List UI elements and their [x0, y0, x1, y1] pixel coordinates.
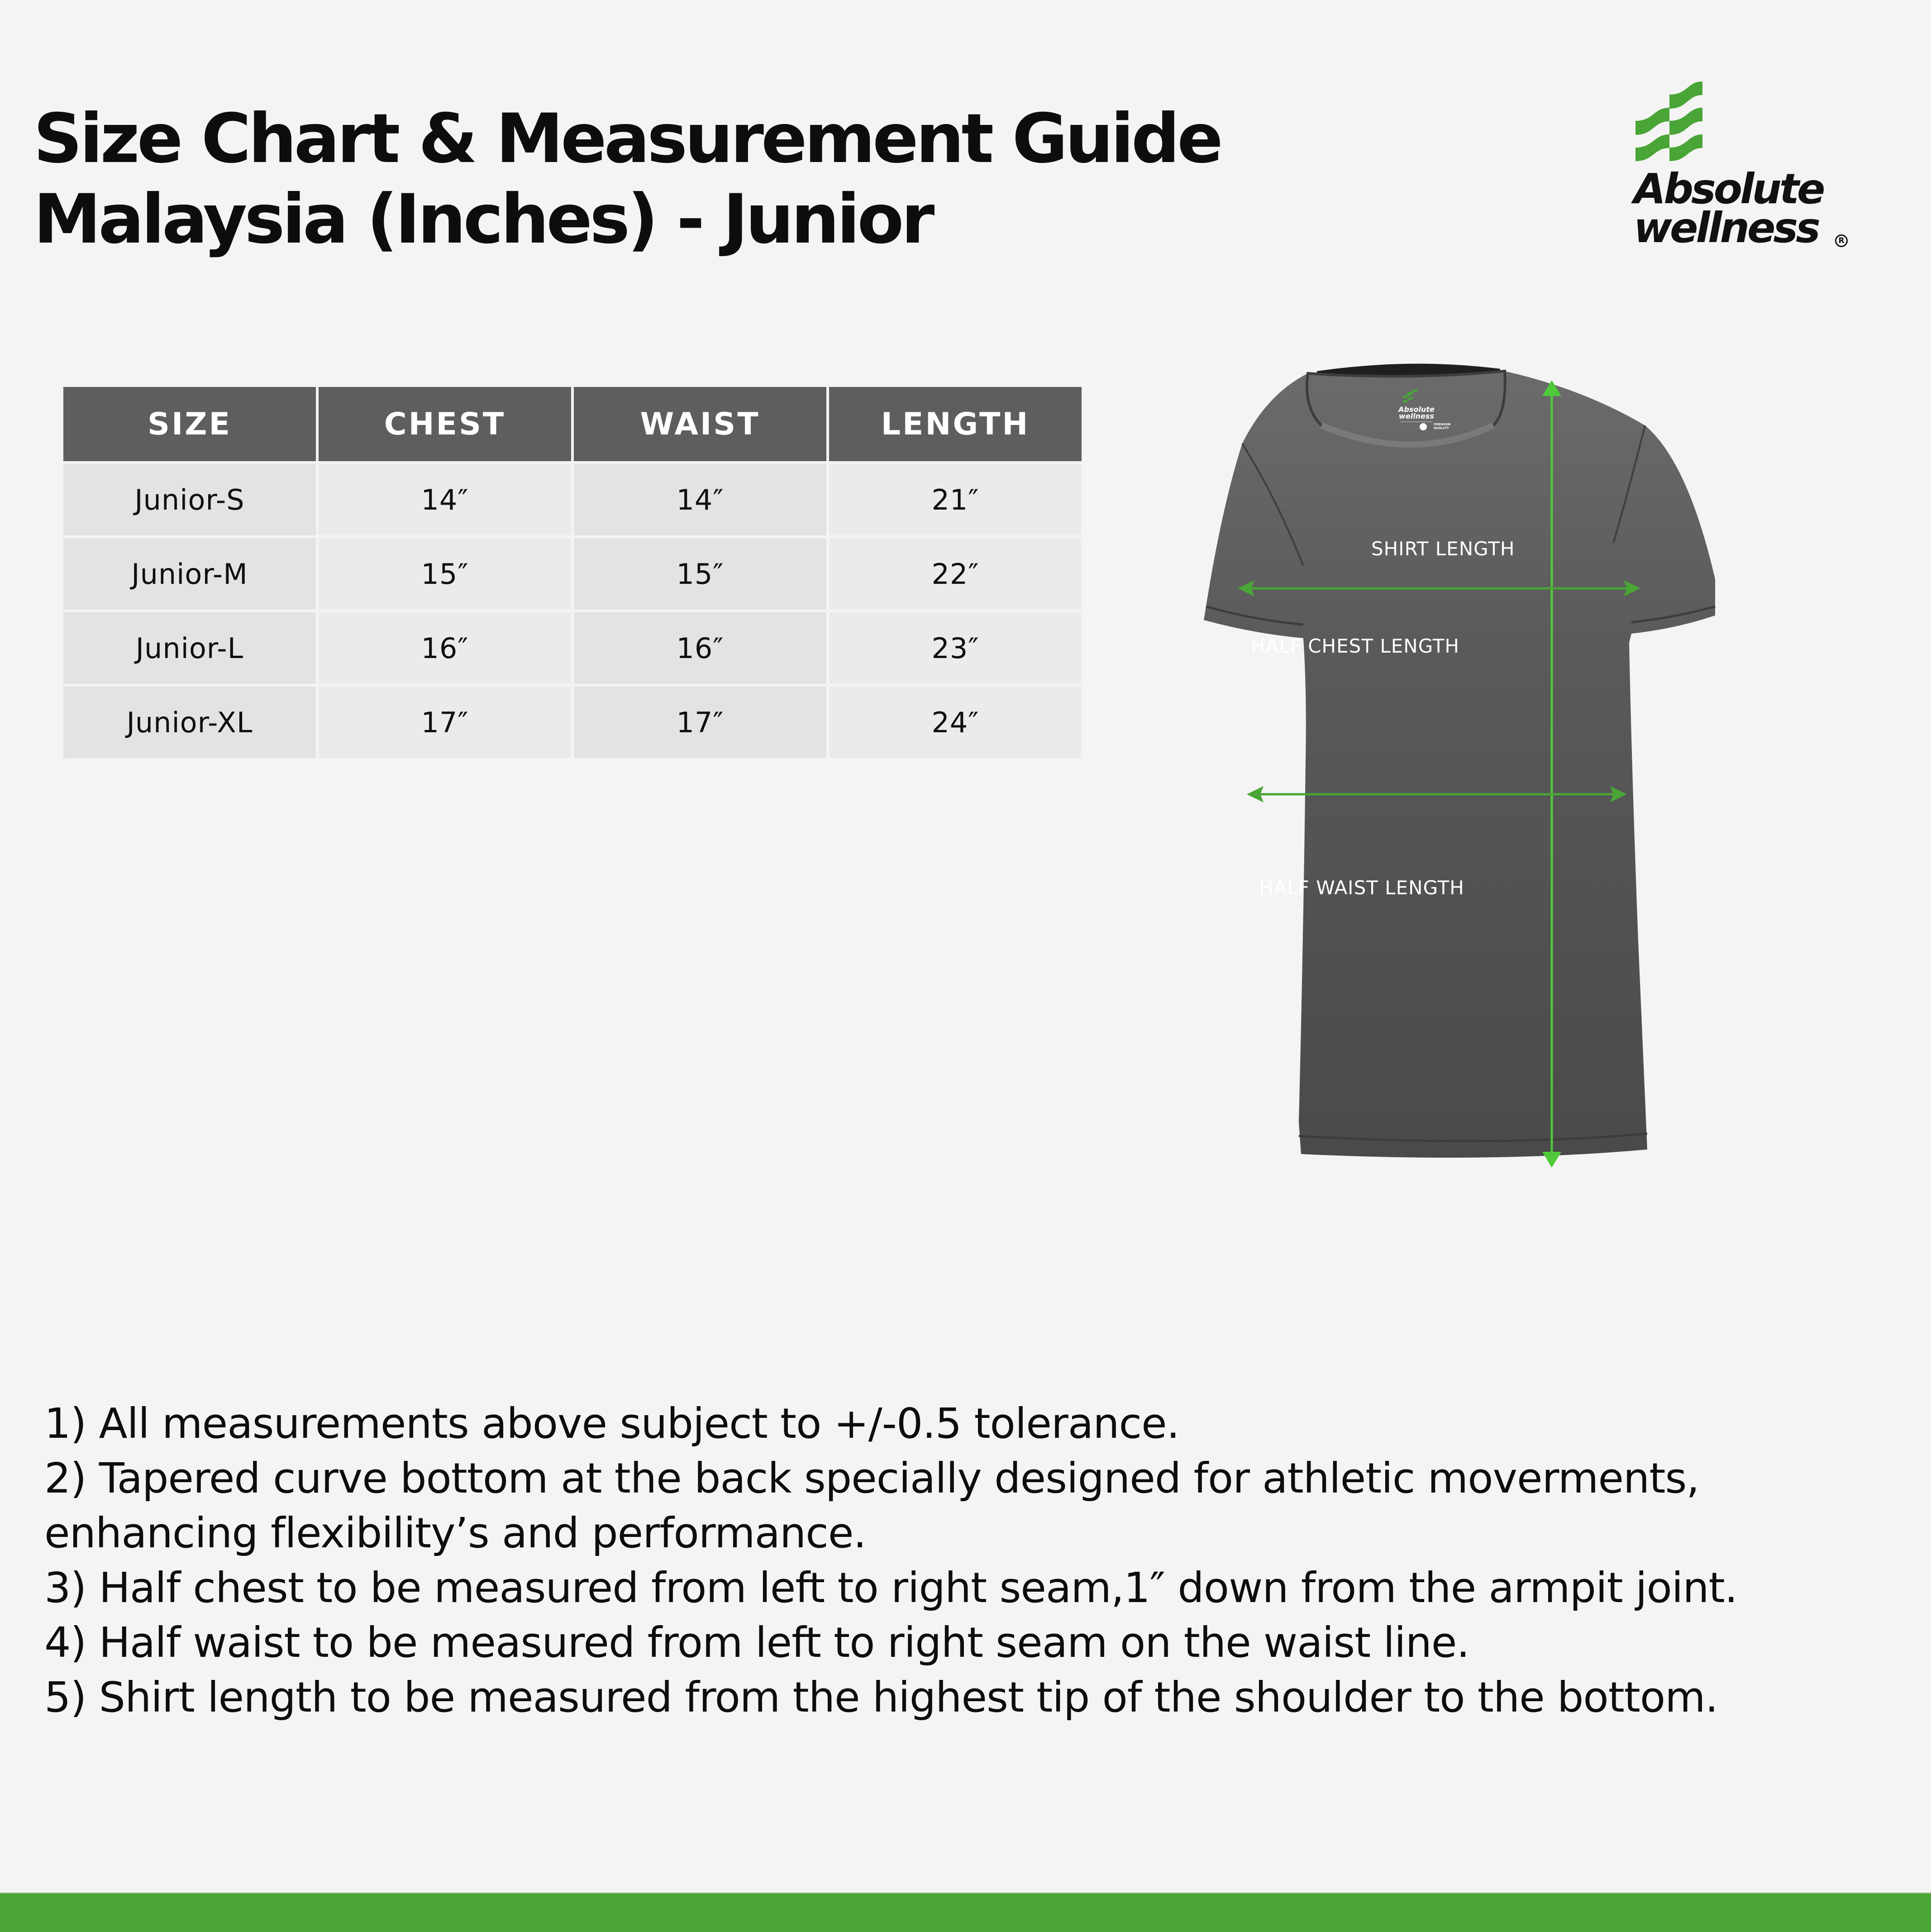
waist-cell: 14″: [574, 464, 826, 535]
column-header-length: LENGTH: [829, 387, 1082, 461]
table-row: [63, 538, 1082, 610]
chest-cell: 16″: [319, 612, 571, 684]
svg-text:wellness: wellness: [1399, 412, 1434, 420]
size-cell: Junior-M: [63, 538, 316, 610]
brand-line-1: Absolute: [1634, 165, 1823, 213]
half-waist-label: HALF WAIST LENGTH: [1259, 877, 1464, 899]
svg-text:Absolute: Absolute: [1398, 405, 1435, 414]
chest-cell: 17″: [319, 687, 571, 758]
page-title: [33, 99, 1221, 260]
tshirt-illustration: [1086, 353, 1742, 1190]
wave-flag-icon: [1635, 81, 1726, 163]
title-line-2: Malaysia (Inches) - Junior: [33, 180, 932, 259]
title-line-1: Size Chart & Measurement Guide: [33, 100, 1221, 178]
svg-text:QUALITY: QUALITY: [1434, 426, 1449, 430]
note-item: 3) Half chest to be measured from left to right seam,1″ down from the armpit joint.: [44, 1564, 1737, 1612]
size-cell: Junior-S: [63, 464, 316, 535]
tshirt-measurement-diagram: [1086, 353, 1742, 1190]
waist-cell: 16″: [574, 612, 826, 684]
column-header-chest: CHEST: [319, 387, 571, 461]
footer-green-band: [0, 1893, 1931, 1932]
waist-cell: 17″: [574, 687, 826, 758]
size-cell: Junior-XL: [63, 687, 316, 758]
note-item: 4) Half waist to be measured from left to right seam on the waist line.: [44, 1618, 1469, 1667]
waist-cell: 15″: [574, 538, 826, 610]
column-header-size: SIZE: [63, 387, 316, 461]
length-cell: 24″: [829, 687, 1082, 758]
measurement-notes: [44, 1396, 1900, 1725]
size-table: [61, 384, 1084, 761]
note-item: 1) All measurements above subject to +/-0.5 tolerance.: [44, 1399, 1179, 1448]
column-header-waist: WAIST: [574, 387, 826, 461]
brand-logo: [1629, 81, 1864, 262]
svg-text:PREMIUM: PREMIUM: [1434, 423, 1451, 426]
size-cell: Junior-L: [63, 612, 316, 684]
length-cell: 23″: [829, 612, 1082, 684]
note-item: 2) Tapered curve bottom at the back specially designed for athletic moverments,: [44, 1454, 1699, 1503]
brand-wordmark: [1634, 165, 1823, 252]
table-row: [63, 612, 1082, 684]
brand-line-2: wellness: [1634, 204, 1818, 252]
chest-cell: 14″: [319, 464, 571, 535]
note-item: enhancing flexibility’s and performance.: [44, 1509, 866, 1557]
length-cell: 22″: [829, 538, 1082, 610]
note-item: 5) Shirt length to be measured from the highest tip of the shoulder to the bottom.: [44, 1673, 1718, 1722]
table-row: [63, 464, 1082, 535]
length-cell: 21″: [829, 464, 1082, 535]
table-row: [63, 687, 1082, 758]
chest-cell: 15″: [319, 538, 571, 610]
table-header-row: [63, 387, 1082, 461]
registered-mark: R: [1835, 234, 1848, 247]
half-chest-label: HALF CHEST LENGTH: [1251, 635, 1459, 657]
shirt-length-label: SHIRT LENGTH: [1371, 538, 1515, 560]
